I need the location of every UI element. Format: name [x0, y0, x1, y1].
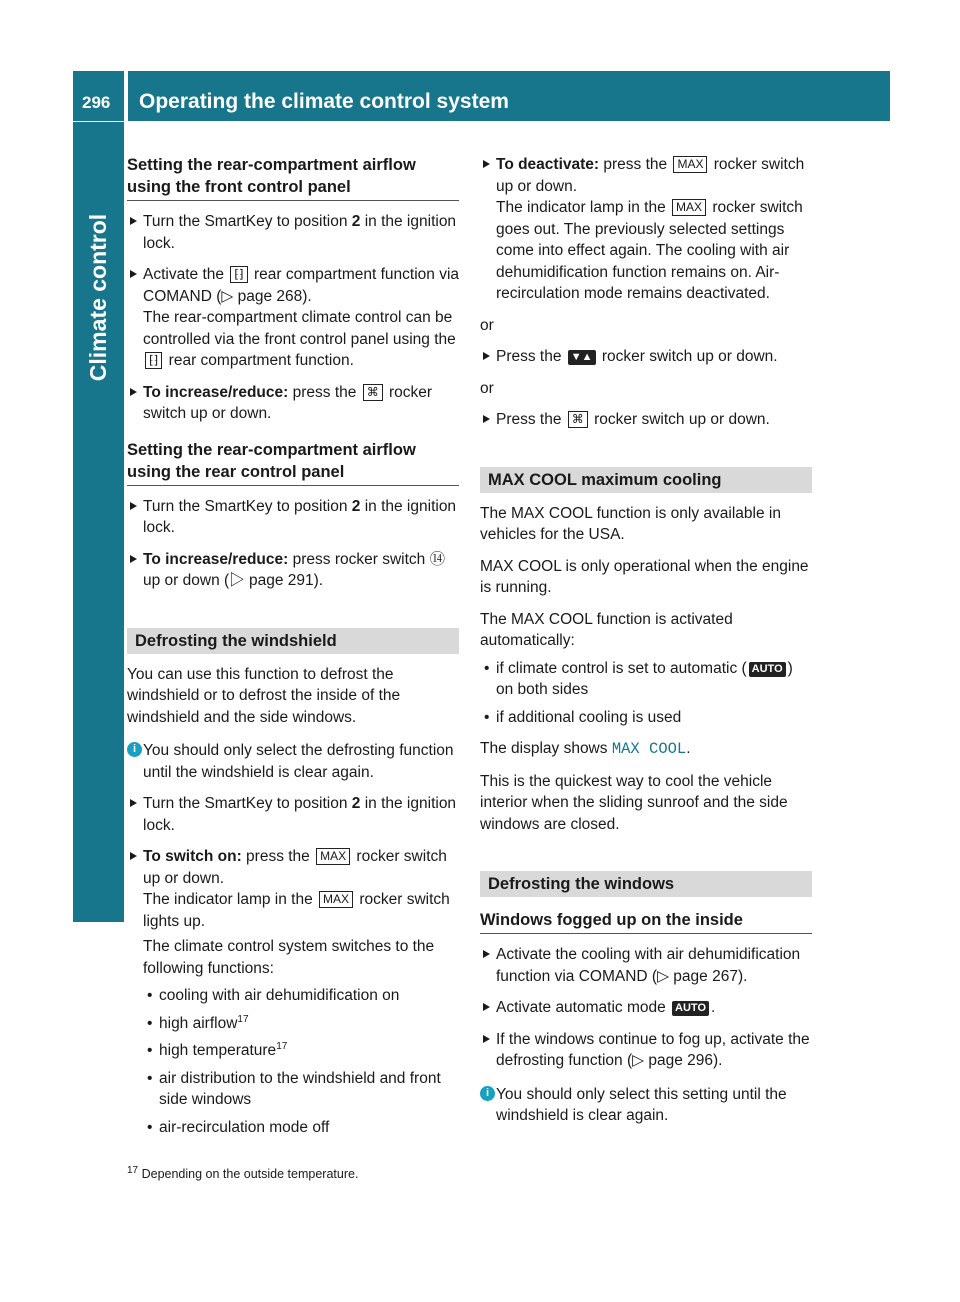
step-deactivate: To deactivate: press the MAX rocker switch up or down. The indicator lamp in the MAX rocker switch goes out. The previously selected settings come into effect again. The cooling with air dehumidification function remains on. Air-recirculation mode remains deactivated.	[480, 154, 812, 305]
step-press-fan: Press the ⌘ rocker switch up or down.	[480, 409, 812, 431]
max-cool-text: This is the quickest way to cool the vehicle interior when the sliding sunroof and the side windows are closed.	[480, 772, 788, 833]
defrost-intro: You can use this function to defrost the windshield or to defrost the inside of the windshield and the side windows.	[127, 665, 401, 726]
up-down-icon: ▼▲	[568, 350, 596, 365]
auto-icon: AUTO	[672, 1001, 709, 1016]
chapter-title: Operating the climate control system	[139, 90, 509, 113]
section-title-fogged: Windows fogged up on the inside	[480, 909, 812, 934]
footnote: $^{17}$ Depending on the outside temperature.	[127, 1164, 359, 1181]
rocker-14-icon: ⑭	[429, 550, 446, 568]
or-text: or	[480, 379, 494, 397]
step-smartkey-front: Turn the SmartKey to position 2 in the ignition lock.	[127, 211, 459, 254]
side-tab-label	[73, 122, 124, 472]
max-cool-text: The MAX COOL function is activated automatically:	[480, 610, 733, 649]
max-cool-text: The MAX COOL function is only available in vehicles for the USA.	[480, 504, 781, 543]
max-cool-text: MAX COOL is only operational when the engine is running.	[480, 557, 809, 596]
step-press-updown: Press the ▼▲ rocker switch up or down.	[480, 346, 812, 368]
defrost-functions-intro: The climate control system switches to the following functions:	[143, 938, 435, 977]
list-item: • air distribution to the windshield and front side windows	[143, 1068, 459, 1111]
auto-icon: AUTO	[749, 662, 786, 677]
max-defrost-icon: MAX	[672, 199, 706, 216]
info-note: i You should only select the defrosting function until the windshield is clear again.	[127, 740, 459, 783]
step-smartkey-defrost: Turn the SmartKey to position 2 in the ignition lock.	[127, 793, 459, 836]
right-column	[480, 148, 812, 1127]
rear-seat-icon: ⁅⁆	[145, 352, 162, 369]
list-item: • air-recirculation mode off	[143, 1117, 459, 1139]
side-tab-text: Climate control	[85, 213, 112, 381]
fan-icon: ⌘	[568, 411, 588, 428]
list-item: • if climate control is set to automatic ( AUTO ) on both sides	[480, 658, 812, 701]
info-icon: i	[127, 742, 142, 757]
step-increase-rear: To increase/reduce: press rocker switch ⑭ up or down (▷ page 291).	[127, 549, 459, 592]
step-increase-front: To increase/reduce: press the ⌘ rocker switch up or down.	[127, 382, 459, 425]
info-note: i You should only select this setting until the windshield is clear again.	[480, 1084, 812, 1127]
section-heading-defrost-windshield: Defrosting the windshield	[127, 628, 459, 654]
max-cool-display: The display shows MAX COOL.	[480, 740, 691, 758]
or-text: or	[480, 316, 494, 334]
max-defrost-icon: MAX	[673, 156, 707, 173]
max-defrost-icon: MAX	[319, 891, 353, 908]
section-heading-max-cool: MAX COOL maximum cooling	[480, 467, 812, 493]
list-item: • cooling with air dehumidification on	[143, 985, 459, 1007]
list-item: • high airflow$^{17}$	[143, 1013, 459, 1035]
side-tab-marker	[73, 877, 124, 922]
step-auto-mode: Activate automatic mode AUTO .	[480, 997, 812, 1019]
step-defrost-activate: If the windows continue to fog up, activate the defrosting function (▷ page 296).	[480, 1029, 812, 1072]
info-icon: i	[480, 1086, 495, 1101]
section-title-front-panel: Setting the rear-compartment airflow using the front control panel	[127, 154, 459, 201]
header-separator	[124, 71, 128, 121]
step-smartkey-rear: Turn the SmartKey to position 2 in the ignition lock.	[127, 496, 459, 539]
section-title-rear-panel: Setting the rear-compartment airflow using the rear control panel	[127, 439, 459, 486]
left-column	[127, 148, 459, 1138]
list-item: • if additional cooling is used	[480, 707, 812, 729]
step-activate-rear: Activate the ⁅⁆ rear compartment function via COMAND (▷ page 268). The rear-compartment climate control can be controlled via the front control panel using the ⁅⁆ rear compartment function.	[127, 264, 459, 372]
list-item: • high temperature$^{17}$	[143, 1040, 459, 1062]
max-defrost-icon: MAX	[316, 848, 350, 865]
fan-icon: ⌘	[363, 384, 383, 401]
page-number: 296	[82, 93, 111, 112]
rear-seat-icon: ⁅⁆	[230, 266, 247, 283]
section-heading-defrost-windows: Defrosting the windows	[480, 871, 812, 897]
step-switch-on: To switch on: press the MAX rocker switch up or down. The indicator lamp in the MAX rocker switch lights up. The climate control system switches to the following functions: • cooling with air dehumidification on • high airflow$^{17}$ • high temperature$^{17}$ • air distribution to the windshield and front side windows • air-recirculation mode off	[127, 846, 459, 1138]
step-activate-cooling: Activate the cooling with air dehumidification function via COMAND (▷ page 267).	[480, 944, 812, 987]
